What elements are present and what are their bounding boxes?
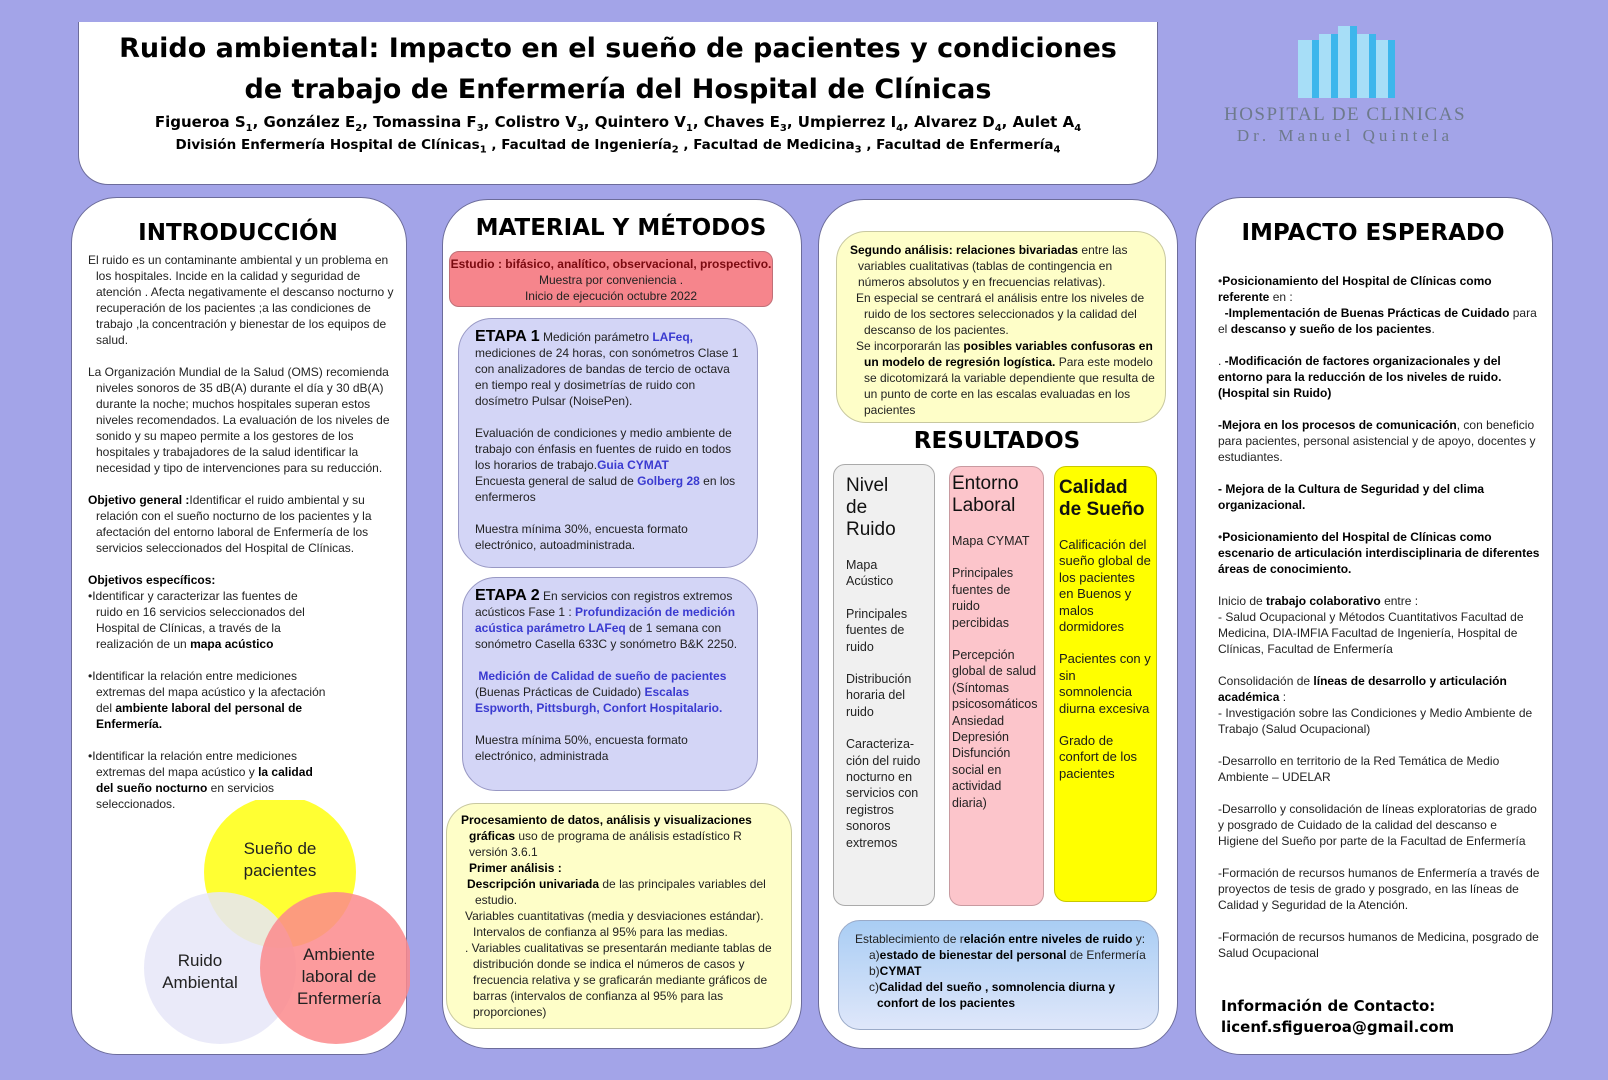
first-analysis: [461, 860, 779, 876]
relationship-bold: elación entre niveles de ruido: [963, 932, 1133, 946]
sleep-quality-box: [1054, 466, 1157, 902]
impact-consol: [1218, 673, 1540, 705]
specific-objective-3: •Identificar la relación entre mediciones extremas del mapa acústico y la calidad del sueño nocturno en servicios seleccionados.: [88, 749, 313, 811]
impact-collab-bold: trabajo colaborativo: [1266, 594, 1381, 608]
objective-3-bold: la calidad del sueño nocturno: [96, 765, 313, 795]
stage-1-cymat: [475, 425, 743, 473]
poster-title: [79, 28, 1157, 110]
study-start: Inicio de ejecución octubre 2022: [524, 289, 698, 303]
impact-b5-bold: Posicionamiento del Hospital de Clínicas como escenario de articulación interdisciplinaria de diferentes áreas de conocimiento.: [1218, 530, 1540, 576]
contact-label: Información de Contacto:: [1221, 997, 1436, 1015]
credit-name: Colistro V: [494, 113, 577, 131]
stage-1-sample: Muestra mínima 30%, encuesta formato electrónico, autoadministrada.: [475, 522, 688, 552]
stage-2-prof: Profundización de medición acústica parámetro LAFeq: [475, 605, 736, 635]
stage-2-box: [462, 577, 758, 791]
credit-index: 4: [1074, 123, 1082, 134]
impact-consol-bold: líneas de desarrollo y articulación académica: [1218, 674, 1507, 704]
credit-name: División Enfermería Hospital de Clínicas: [175, 137, 480, 153]
impact-collab-a: Inicio de: [1218, 594, 1267, 608]
credit-name: Facultad de Enfermería: [876, 137, 1054, 153]
impact-collab-item: - Salud Ocupacional y Métodos Cuantitativos Facultad de Medicina, DIA-IMFIA Facultad de Ingeniería, Hospital de Clínicas, Facultad de Enfermería: [1218, 610, 1524, 656]
credit-index: 4: [896, 123, 904, 134]
credit-name: Tomassina F: [373, 113, 477, 131]
venn-label-work: Ambiente laboral de Enfermería: [296, 945, 382, 1008]
first-analysis-label: Primer análisis :: [469, 861, 562, 875]
impact-collab: [1218, 593, 1540, 609]
venn-diagram: [140, 800, 410, 1050]
second-analysis-box: [836, 231, 1166, 423]
introduction-title: INTRODUCCIÓN: [138, 220, 338, 246]
impact-b1-bold: Posicionamiento del Hospital de Clínicas como referente: [1218, 274, 1492, 304]
relationship-box: [838, 920, 1159, 1030]
title-line-1: Ruido ambiental: Impacto en el sueño de pacientes y condiciones: [119, 33, 1117, 64]
impact-b1-a: en :: [1269, 290, 1293, 304]
study-design-heading: Estudio : bifásico, analítico, observacional, prospectivo.: [450, 257, 772, 271]
stage-2-esc: Escalas Espworth, Pittsburgh, Confort Hospitalario.: [475, 685, 723, 715]
processing-bold: Procesamiento de datos, análisis y visualizaciones gráficas: [461, 813, 752, 843]
logo-bars-icon: [1298, 26, 1398, 98]
specific-objective-1: •Identificar y caracterizar las fuentes de ruido en 16 servicios seleccionados del Hospital de Clínicas, a través de la realización de un mapa acústico: [88, 589, 305, 651]
relationship-heading: [855, 931, 1148, 947]
impact-b3-a: , con beneficio para pacientes, personal asistencial y de apoyo, docentes y estudiantes.: [1218, 418, 1536, 464]
second-analysis-text: [850, 242, 1155, 290]
impact-bullet-1-sub: [1218, 305, 1540, 337]
quantitative-vars: Variables cuantitativas (media y desviaciones estándar). Intervalos de confianza al 95% para las medias.: [465, 909, 764, 939]
impact-b2-bold: -Modificación de factores organizacionales y del entorno para la reducción de los niveles de ruido.(Hospital sin Ruido): [1218, 354, 1502, 400]
poster-header: [78, 22, 1158, 185]
stage-2-c: (Buenas Prácticas de Cuidado): [475, 685, 645, 699]
credit-name: Figueroa S: [154, 113, 246, 131]
relationship-item-bold: CYMAT: [879, 964, 922, 978]
credit-name: Facultad de Ingeniería: [501, 137, 672, 153]
study-sample: Muestra por conveniencia .: [538, 273, 684, 287]
logo-line-2: Dr. Manuel Quintela: [1236, 126, 1454, 145]
noise-level-heading: Nivel de Ruido: [846, 475, 896, 540]
stage-1-d: Encuesta general de salud de: [475, 474, 638, 488]
second-analysis-bold: Segundo análisis: relaciones bivariadas: [850, 243, 1079, 257]
stage-2-a: En servicios con registros extremos acústicos Fase 1 :: [475, 589, 733, 619]
stage-1-a: Medición parámetro: [539, 330, 653, 344]
affiliation-list: División Enfermería Hospital de Clínicas$_1$ , Facultad de Ingeniería$_2$ , Facultad de Medicina$_3$ , Facultad de Enfermería$_4$: [175, 137, 1061, 156]
impact-title: IMPACTO ESPERADO: [1241, 220, 1505, 246]
noise-level-item: Distribución horaria del ruido: [846, 672, 912, 719]
stage-1-c: Evaluación de condiciones y medio ambiente de trabajo con énfasis en fuentes de ruido en todos los horarios de trabajo.: [475, 426, 732, 472]
general-objective-label: Objetivo general :: [88, 493, 190, 507]
objective-3-tail: en servicios seleccionados.: [96, 781, 275, 811]
credit-index: 4: [994, 123, 1002, 134]
univariate-text: de las principales variables del estudio.: [475, 877, 766, 907]
impact-bullet-2: . -Modificación de factores organizacionales y del entorno para la reducción de los niveles de ruido.(Hospital sin Ruido): [1218, 354, 1502, 400]
results-title: RESULTADOS: [913, 428, 1081, 454]
credit-index: 1: [479, 144, 487, 156]
stage-2-scales: [475, 684, 743, 716]
stage-1-guia: Guia CYMAT: [597, 458, 669, 472]
credit-index: 3: [576, 123, 584, 134]
venn-label-noise: Ruido Ambiental: [162, 951, 238, 992]
relationship-item-bold: estado de bienestar del personal: [879, 948, 1067, 962]
specific-objectives-heading: Objetivos específicos:: [88, 573, 216, 587]
relationship-a: Establecimiento de r: [855, 932, 964, 946]
logo-line-1: HOSPITAL DE CLINICAS: [1223, 104, 1467, 125]
impact-dev-1: -Desarrollo en territorio de la Red Temática de Medio Ambiente – UDELAR: [1218, 754, 1500, 784]
objective-3-text: Identificar la relación entre mediciones extremas del mapa acústico y: [92, 749, 297, 779]
work-environment-item: Mapa CYMAT: [952, 534, 1030, 548]
relationship-item-post: de Enfermería: [1066, 948, 1146, 962]
credit-index: 3: [779, 123, 787, 134]
second-analysis-c-bold: posibles variables confusoras en un modelo de regresión logística.: [864, 339, 1153, 369]
impact-collab-b: entre :: [1380, 594, 1419, 608]
credit-index: 3: [476, 123, 484, 134]
noise-level-items: [846, 557, 926, 851]
hospital-logo: [1200, 20, 1490, 150]
credit-index: 1: [685, 123, 693, 134]
stage-1-golberg: [475, 473, 743, 505]
stage-2-sample: Muestra mínima 50%, encuesta formato electrónico, administrada: [475, 733, 688, 763]
stage-1-box: [458, 318, 758, 568]
introduction-text: [88, 252, 396, 812]
work-environment-items: [952, 533, 1037, 811]
author-list: Figueroa $S_1$, González $E_2$, Tomassina $F_3$, Colistro $V_3$, Quintero $V_1$, Chaves $E_3$, Umpierrez $I_4$, Alvarez $D_4$, Aulet $A_4$: [154, 113, 1082, 134]
study-design-box: [449, 251, 773, 307]
specific-objective-2: •Identificar la relación entre mediciones extremas del mapa acústico y la afectación del ambiente laboral del personal de Enfermería.: [88, 669, 326, 731]
second-analysis-confounders: [850, 338, 1155, 418]
stage-2-med: Medición de Calidad de sueño de pacientes: [478, 669, 727, 683]
relationship-item-letter: a): [869, 948, 880, 962]
sleep-quality-heading: Calidad de Sueño: [1059, 477, 1145, 520]
sleep-quality-item: Calificación del sueño global de los pacientes en Buenos y malos dormidores: [1059, 537, 1151, 635]
credit-name: Umpierrez I: [797, 113, 897, 131]
objective-1-bold: mapa acústico: [190, 637, 274, 651]
credit-name: Alvarez D: [914, 113, 995, 131]
impact-dev-4: -Formación de recursos humanos de Medicina, posgrado de Salud Ocupacional: [1218, 930, 1539, 960]
sleep-quality-items: [1059, 537, 1152, 782]
relationship-item: [855, 947, 1148, 963]
relationship-items: [855, 947, 1148, 1011]
objective-2-bold: ambiente laboral del personal de Enfermería.: [96, 701, 303, 731]
contact-info: [1221, 996, 1541, 1038]
stage-1-label: ETAPA 1: [475, 328, 540, 345]
relationship-item: [855, 979, 1148, 1011]
univariate-bold: Descripción univariada: [467, 877, 600, 891]
stage-1-golberg-name: Golberg 28: [637, 474, 700, 488]
impact-b1-sub-bold: -Implementación de Buenas Prácticas de Cuidado: [1224, 306, 1510, 320]
impact-bullet-5: •Posicionamiento del Hospital de Clínicas como escenario de articulación interdisciplinaria de diferentes áreas de conocimiento.: [1218, 530, 1540, 576]
stage-2-b: de 1 semana con sonómetro Casella 633C y sonómetro B&K 2250.: [475, 621, 738, 651]
credit-name: Aulet A: [1012, 113, 1075, 131]
stage-1-text: [475, 329, 743, 409]
second-analysis-c: Se incorporarán las: [856, 339, 964, 353]
impact-b1-sub-bold2: descanso y sueño de los pacientes: [1230, 322, 1432, 336]
relationship-item-bold: Calidad del sueño , somnolencia diurna y confort de los pacientes: [877, 980, 1116, 1010]
general-objective: [88, 492, 396, 556]
credit-name: Facultad de Medicina: [693, 137, 855, 153]
processing-text: [461, 812, 779, 860]
stage-1-lafeq: LAFeq,: [652, 330, 693, 344]
credit-index: 4: [1053, 144, 1061, 156]
intro-paragraph-1: El ruido es un contaminante ambiental y un problema en los hospitales. Incide en la calidad y seguridad de atención . Afecta negativamente el descanso nocturno y recuperación de los pacientes ;a las condiciones de trabajo ,la concentración y bienestar de los equipos de salud.: [88, 253, 394, 347]
second-analysis-b: En especial se centrará el análisis entre los niveles de ruido de los sectores seleccionados y la calidad del descanso de los pacientes.: [856, 291, 1145, 337]
impact-b1-sub-b: .: [1431, 322, 1435, 336]
impact-bullet-4: [1218, 481, 1540, 513]
intro-paragraph-2: La Organización Mundial de la Salud (OMS) recomienda niveles sonoros de 35 dB(A) durante el día y 30 dB(A) durante la noche; muchos hospitales superan estos niveles recomendados. La evaluación de los niveles de sonido y su mapeo permite a los gestores de los hospitales y trabajadores de la salud identificar la necesidad y tipo de intervenciones para su reducción.: [88, 365, 390, 475]
qualitative-vars: . Variables cualitativas se presentarán mediante tablas de distribución donde se indica el números de casos y frecuencia relativa y se graficarán mediante gráficos de barras (intervalos de confianza al 95% para las proporciones): [465, 941, 772, 1019]
venn-label-sleep: Sueño de pacientes: [243, 839, 317, 880]
relationship-item-letter: c): [869, 980, 879, 994]
noise-level-box: [833, 464, 935, 906]
work-environment-box: [949, 466, 1044, 906]
impact-b4-bold: - Mejora de la Cultura de Seguridad y del clima organizacional.: [1218, 482, 1485, 512]
credit-name: González E: [263, 113, 356, 131]
impact-text: [1218, 273, 1540, 961]
stage-2-label: ETAPA 2: [475, 587, 540, 604]
work-environment-item: Principales fuentes de ruido percibidas: [952, 566, 1014, 630]
sleep-quality-item: Pacientes con y sin somnolencia diurna excesiva: [1059, 651, 1151, 716]
noise-level-item: Mapa Acústico: [846, 558, 894, 589]
contact-email[interactable]: licenf.sfigueroa@gmail.com: [1221, 1018, 1455, 1036]
second-analysis-a: entre las variables cualitativas (tablas de contingencia en números absolutos y en frecuencias relativas).: [858, 243, 1128, 289]
impact-dev-2: -Desarrollo y consolidación de líneas exploratorias de grado y posgrado de Cuidado de la calidad del descanso e Higiene del Sueño por parte de la Facultad de Enfermería: [1218, 802, 1537, 848]
impact-bullet-1: •Posicionamiento del Hospital de Clínicas como referente en :: [1218, 274, 1492, 304]
noise-level-item: Caracteriza-ción del ruido nocturno en servicios con registros sonoros extremos: [846, 737, 921, 850]
impact-consol-a: Consolidación de: [1218, 674, 1314, 688]
methods-title: MATERIAL Y MÉTODOS: [475, 215, 767, 241]
credit-index: 1: [245, 123, 253, 134]
impact-consol-b: :: [1279, 690, 1287, 704]
objective-1-text: Identificar y caracterizar las fuentes de ruido en 16 servicios seleccionados del Hospital de Clínicas, a través de la realización de un: [92, 589, 305, 651]
impact-dev-3: -Formación de recursos humanos de Enfermería a través de proyectos de tesis de grado y posgrado, en las líneas de Calidad y Seguridad de la Atención.: [1218, 866, 1540, 912]
credit-index: 3: [854, 144, 862, 156]
impact-b1-sub-a: para el: [1218, 306, 1537, 336]
study-design-bold: [450, 256, 772, 272]
impact-bullet-3: [1218, 417, 1540, 465]
processing-a: uso de programa de análisis estadístico R versión 3.6.1: [469, 829, 742, 859]
stage-2-text: [475, 588, 743, 652]
general-objective-text: Identificar el ruido ambiental y su relación con el sueño nocturno de los pacientes y la afectación del entorno laboral de Enfermería de los servicios seleccionados del Hospital de Clínicas.: [96, 493, 372, 555]
credit-name: Quintero V: [594, 113, 686, 131]
credit-index: 2: [355, 123, 363, 134]
qualitative-vars-text: Variables cualitativas se presentarán mediante tablas de distribución donde se indica el números de casos y frecuencia relativa y se graficarán mediante gráficos de barras (intervalos de confianza al 95% para las proporciones): [471, 941, 772, 1019]
sleep-quality-item: Grado de confort de los pacientes: [1059, 733, 1138, 781]
stage-1-b: mediciones de 24 horas, con sonómetros Clase 1 con analizadores de bandas de tercio de octava en tiempo real y dosimetrías de ruido con dosímetro Pulsar (NoisePen).: [475, 346, 739, 408]
title-line-2: de trabajo de Enfermería del Hospital de Clínicas: [244, 74, 992, 105]
noise-level-item: Principales fuentes de ruido: [846, 606, 908, 654]
relationship-item-letter: b): [869, 964, 880, 978]
impact-consol-item: - Investigación sobre las Condiciones y Medio Ambiente de Trabajo (Salud Ocupacional): [1218, 706, 1533, 736]
impact-b3-bold: -Mejora en los procesos de comunicación: [1218, 418, 1457, 432]
relationship-b: y:: [1132, 932, 1146, 946]
credit-name: Chaves E: [703, 113, 780, 131]
univariate: [461, 876, 779, 908]
work-environment-heading: Entorno Laboral: [952, 473, 1019, 516]
objective-2-text: Identificar la relación entre mediciones extremas del mapa acústico y la afectación del: [92, 669, 326, 715]
second-analysis-d: Para este modelo se dicotomizará la variable dependiente que resulta de un punto de corte en las escalas evaluadas en los pacientes: [864, 355, 1155, 417]
stage-1-e: en los enfermeros: [475, 474, 736, 504]
relationship-item: [855, 963, 1148, 979]
credit-index: 2: [671, 144, 679, 156]
processing-box: [446, 803, 792, 1029]
work-environment-item: Percepción global de salud (Síntomas psicosomáticos Ansiedad Depresión Disfunción social en actividad diaria): [952, 648, 1038, 810]
specific-objectives-label: [88, 572, 396, 588]
stage-2-sleep: [475, 668, 743, 684]
